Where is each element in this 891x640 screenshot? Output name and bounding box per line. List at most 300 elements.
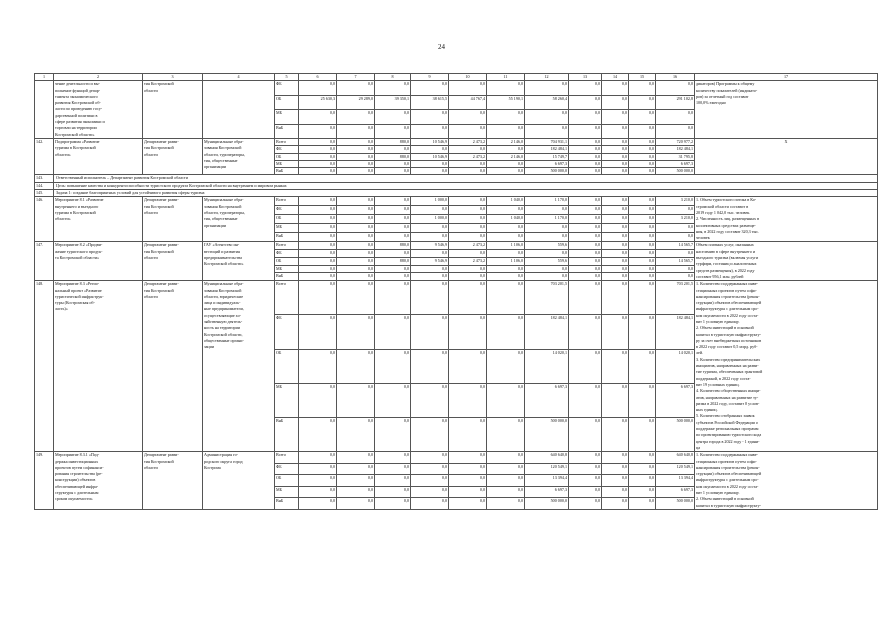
amount-cell: 0,0 (375, 197, 411, 206)
amount-cell: 0,0 (375, 265, 411, 273)
amount-cell: 0,0 (629, 418, 656, 452)
amount-cell: 0,0 (629, 160, 656, 167)
amount-cell: 0,0 (569, 168, 602, 175)
amount-cell: 0,0 (569, 233, 602, 242)
amount-cell: 0,0 (569, 418, 602, 452)
amount-cell: 0,0 (449, 81, 487, 95)
amount-cell: 0,0 (569, 349, 602, 383)
amount-cell: 0,0 (449, 224, 487, 233)
amount-cell: 0,0 (629, 197, 656, 206)
amount-cell: 291 102,8 (656, 95, 695, 109)
amount-cell: 0,0 (299, 273, 337, 281)
amount-cell: 0,0 (411, 349, 449, 383)
section-caption: Ответственный исполнитель – Департамент развития Костромской области (54, 175, 878, 182)
amount-cell: 0,0 (449, 418, 487, 452)
participants (203, 81, 275, 139)
amount-cell: 0,0 (411, 233, 449, 242)
amount-cell: 0,0 (299, 475, 337, 487)
table-row (35, 138, 878, 145)
amount-cell: 0,0 (337, 138, 375, 145)
amount-cell: 1 040,0 (487, 197, 525, 206)
amount-cell: 0,0 (569, 206, 602, 215)
responsible-executor: тия Костромской области (143, 81, 203, 139)
expected-result: Объем платных услуг, оказанных населению в сфере внутреннего и въездного туризма (включая услуги турфирм, гостиниц и аналогичных средств размещения), в 2022 году составит 956,1 млн. рублей (695, 242, 878, 281)
amount-cell: 0,0 (487, 250, 525, 258)
amount-cell: 0,0 (375, 463, 411, 475)
amount-cell: 0,0 (299, 463, 337, 475)
amount-cell: 0,0 (299, 383, 337, 417)
table-header-row (35, 74, 878, 81)
funding-source: МБ (275, 486, 299, 498)
amount-cell: 0,0 (411, 498, 449, 510)
amount-cell: 0,0 (375, 281, 411, 315)
amount-cell: 0,0 (602, 315, 629, 349)
funding-source: МБ (275, 160, 299, 167)
row-number: 145. (35, 190, 54, 197)
amount-cell: 0,0 (375, 273, 411, 281)
amount-cell: 0,0 (602, 486, 629, 498)
amount-cell: 0,0 (569, 273, 602, 281)
activity-name: Мероприятие 8.3 «Регио- нальный проект «Развитие туристической инфраструк- туры (Костромская об- ласть)» (54, 281, 143, 452)
amount-cell: 0,0 (629, 215, 656, 224)
amount-cell: 0,0 (602, 215, 629, 224)
header-cell: 17 (695, 74, 878, 81)
amount-cell: 0,0 (337, 418, 375, 452)
amount-cell: 14 565,7 (656, 257, 695, 265)
amount-cell: 120 549,1 (656, 463, 695, 475)
amount-cell: 0,0 (602, 224, 629, 233)
amount-cell: 0,0 (487, 146, 525, 153)
amount-cell: 0,0 (411, 486, 449, 498)
amount-cell: 0,0 (337, 463, 375, 475)
amount-cell: 0,0 (569, 160, 602, 167)
amount-cell: 0,0 (602, 349, 629, 383)
amount-cell: 182 484,1 (656, 315, 695, 349)
amount-cell: 0,0 (569, 110, 602, 124)
amount-cell: 0,0 (602, 168, 629, 175)
amount-cell: 44 767,4 (449, 95, 487, 109)
amount-cell: 0,0 (299, 138, 337, 145)
amount-cell: 182 484,1 (525, 315, 569, 349)
amount-cell: 0,0 (629, 153, 656, 160)
amount-cell: 0,0 (449, 383, 487, 417)
amount-cell: 0,0 (299, 498, 337, 510)
amount-cell: 0,0 (375, 224, 411, 233)
amount-cell: 0,0 (525, 265, 569, 273)
amount-cell: 182 484,1 (525, 146, 569, 153)
amount-cell: 0,0 (337, 233, 375, 242)
amount-cell: 0,0 (656, 273, 695, 281)
amount-cell: 0,0 (375, 215, 411, 224)
amount-cell: 0,0 (337, 242, 375, 250)
table-row (35, 197, 878, 206)
amount-cell: 0,0 (375, 206, 411, 215)
amount-cell: 0,0 (375, 498, 411, 510)
amount-cell: 0,0 (337, 215, 375, 224)
funding-source: Всего (275, 281, 299, 315)
amount-cell: 880,0 (375, 257, 411, 265)
amount-cell: 0,0 (337, 81, 375, 95)
row-number: 144. (35, 182, 54, 189)
amount-cell: 0,0 (602, 81, 629, 95)
amount-cell: 0,0 (299, 486, 337, 498)
amount-cell: 0,0 (449, 281, 487, 315)
amount-cell: 13 394,4 (525, 475, 569, 487)
expected-result: 1. Объем туристского потока в Ко- стромской области составит в 2019 году 1 042,0 тыс. человек. 2. Численность лиц, размещенных в коллективных средствах размеще- ния, в 2022 году составит 320,3 тыс. человек (695, 197, 878, 242)
amount-cell: 0,0 (299, 168, 337, 175)
amount-cell: 0,0 (569, 250, 602, 258)
header-cell: 8 (375, 74, 411, 81)
amount-cell: 0,0 (449, 265, 487, 273)
amount-cell: 0,0 (629, 383, 656, 417)
funding-source: ОБ (275, 349, 299, 383)
participants: ГАУ «Агентство ин- вестиций и развития предпринимательства Костромской области» (203, 242, 275, 281)
row-number: 143. (35, 175, 54, 182)
amount-cell: 0,0 (449, 110, 487, 124)
amount-cell: 9 546,9 (411, 257, 449, 265)
amount-cell: 0,0 (487, 110, 525, 124)
amount-cell: 0,0 (487, 498, 525, 510)
amount-cell: 0,0 (411, 146, 449, 153)
amount-cell: 6 697,3 (656, 486, 695, 498)
amount-cell: 0,0 (656, 124, 695, 138)
amount-cell: 0,0 (602, 475, 629, 487)
amount-cell: 25 630,3 (299, 95, 337, 109)
amount-cell: 0,0 (449, 146, 487, 153)
amount-cell: 720 977,2 (656, 138, 695, 145)
amount-cell: 0,0 (411, 265, 449, 273)
amount-cell: 0,0 (629, 146, 656, 153)
amount-cell: 0,0 (656, 233, 695, 242)
participants: Муниципальные обра- зования Костромской области, туроператоры, тия, общественные организации (203, 138, 275, 174)
amount-cell: 0,0 (602, 153, 629, 160)
header-cell: 14 (602, 74, 629, 81)
amount-cell: 0,0 (299, 418, 337, 452)
amount-cell: 0,0 (375, 160, 411, 167)
amount-cell: 0,0 (602, 95, 629, 109)
amount-cell: 1 106,0 (487, 257, 525, 265)
amount-cell: 0,0 (411, 124, 449, 138)
amount-cell: 10 546,9 (411, 138, 449, 145)
amount-cell: 0,0 (299, 349, 337, 383)
amount-cell: 0,0 (569, 95, 602, 109)
amount-cell: 13 394,4 (656, 475, 695, 487)
amount-cell: 0,0 (602, 463, 629, 475)
amount-cell: 0,0 (299, 110, 337, 124)
amount-cell: 500 000,0 (525, 168, 569, 175)
header-cell: 16 (656, 74, 695, 81)
amount-cell: 0,0 (629, 206, 656, 215)
funding-source: ОБ (275, 475, 299, 487)
amount-cell: 0,0 (569, 486, 602, 498)
amount-cell: 0,0 (602, 146, 629, 153)
amount-cell: 31 795,8 (656, 153, 695, 160)
amount-cell: 0,0 (411, 383, 449, 417)
amount-cell: 2 146,0 (487, 138, 525, 145)
amount-cell: 2 473,2 (449, 138, 487, 145)
amount-cell: 0,0 (525, 233, 569, 242)
amount-cell: 0,0 (602, 138, 629, 145)
amount-cell: 0,0 (602, 452, 629, 464)
amount-cell: 0,0 (602, 124, 629, 138)
amount-cell: 0,0 (602, 233, 629, 242)
amount-cell: 500 000,0 (525, 498, 569, 510)
amount-cell: 0,0 (299, 215, 337, 224)
amount-cell: 0,0 (449, 463, 487, 475)
row-number: 147. (35, 242, 54, 281)
amount-cell: 880,0 (375, 138, 411, 145)
table-row (35, 242, 878, 250)
activity-name: чение деятельности и вы- полнение функций депар- тамента экономического развития Костромской об- ласти по проведению госу- дарственной политики в сфере развития экономики и торговли на территории Костромской области» (54, 81, 143, 139)
amount-cell: 0,0 (449, 215, 487, 224)
amount-cell: 0,0 (487, 206, 525, 215)
amount-cell: 0,0 (375, 349, 411, 383)
expected-result: 1. Количество поддержанных инве- стиционных проектов путем софи- нансирования строительства (рекон- струкции) объектов обеспечивающей инфраструктуры с длительным сро- ком окупаемости в 2022 году соста- вит 1 условную единицу. 2. Объем инвестиций в основной капитал в туристскую инфраструкту- (695, 452, 878, 510)
amount-cell: 0,0 (299, 153, 337, 160)
amount-cell: 0,0 (487, 168, 525, 175)
amount-cell: 0,0 (487, 418, 525, 452)
amount-cell: 0,0 (656, 206, 695, 215)
amount-cell: 0,0 (299, 315, 337, 349)
activity-name: Подпрограмма «Развитие туризма в Костромской области» (54, 138, 143, 174)
amount-cell: 703 201,5 (656, 281, 695, 315)
amount-cell: 29 289,0 (337, 95, 375, 109)
amount-cell: 0,0 (656, 250, 695, 258)
amount-cell: 0,0 (629, 224, 656, 233)
amount-cell: 0,0 (525, 81, 569, 95)
header-cell: 13 (569, 74, 602, 81)
amount-cell: 0,0 (449, 233, 487, 242)
amount-cell: 2 473,2 (449, 242, 487, 250)
amount-cell: 0,0 (299, 81, 337, 95)
amount-cell: 0,0 (337, 250, 375, 258)
amount-cell: 0,0 (602, 160, 629, 167)
amount-cell: 14 565,7 (656, 242, 695, 250)
amount-cell: 0,0 (602, 273, 629, 281)
amount-cell: 0,0 (487, 160, 525, 167)
amount-cell: 0,0 (629, 250, 656, 258)
responsible-executor: Департамент разви- тия Костромской области (143, 197, 203, 242)
amount-cell: 0,0 (449, 273, 487, 281)
amount-cell: 0,0 (487, 224, 525, 233)
header-cell: 15 (629, 74, 656, 81)
funding-source: ВнБ (275, 168, 299, 175)
section-caption: Цель: повышение качества и конкурентоспособности туристского продукта Костромской области на внутреннем и мировом рынках (54, 182, 878, 189)
amount-cell: 500 000,0 (656, 418, 695, 452)
header-cell: 12 (525, 74, 569, 81)
amount-cell: 0,0 (299, 250, 337, 258)
amount-cell: 0,0 (299, 197, 337, 206)
amount-cell: 6 697,3 (525, 383, 569, 417)
amount-cell: 0,0 (602, 418, 629, 452)
amount-cell: 0,0 (337, 273, 375, 281)
amount-cell: 2 146,0 (487, 153, 525, 160)
amount-cell: 0,0 (569, 124, 602, 138)
amount-cell: 640 640,8 (656, 452, 695, 464)
amount-cell: 0,0 (375, 383, 411, 417)
amount-cell: 0,0 (487, 281, 525, 315)
amount-cell: 0,0 (337, 153, 375, 160)
table-row (35, 81, 878, 95)
header-cell: 9 (411, 74, 449, 81)
amount-cell: 1 040,0 (487, 215, 525, 224)
amount-cell: 0,0 (449, 160, 487, 167)
amount-cell: 0,0 (487, 349, 525, 383)
amount-cell: 9 546,9 (411, 242, 449, 250)
amount-cell: 0,0 (411, 273, 449, 281)
amount-cell: 15 749,7 (525, 153, 569, 160)
funding-source: ФБ (275, 81, 299, 95)
amount-cell: 0,0 (449, 315, 487, 349)
amount-cell: 0,0 (629, 124, 656, 138)
amount-cell: 0,0 (487, 265, 525, 273)
amount-cell: 0,0 (525, 110, 569, 124)
amount-cell: 0,0 (411, 452, 449, 464)
activity-name: Мероприятие 8.3.1 «Под- держка инвестиционных проектов путем софинанси- рования строительства (ре- конструкции) объектов обеспечивающей инфра- структуры с длительным сроком окупаемости» (54, 452, 143, 510)
funding-source: ФБ (275, 250, 299, 258)
amount-cell: 0,0 (629, 138, 656, 145)
amount-cell: 0,0 (337, 383, 375, 417)
funding-source: Всего (275, 197, 299, 206)
amount-cell: 120 549,1 (525, 463, 569, 475)
amount-cell: 0,0 (337, 160, 375, 167)
amount-cell: 0,0 (337, 315, 375, 349)
amount-cell: 0,0 (449, 452, 487, 464)
amount-cell: 0,0 (569, 452, 602, 464)
amount-cell: 0,0 (629, 257, 656, 265)
funding-source: ФБ (275, 146, 299, 153)
amount-cell: 0,0 (525, 273, 569, 281)
amount-cell: 0,0 (449, 475, 487, 487)
amount-cell: 0,0 (337, 124, 375, 138)
amount-cell: 0,0 (337, 265, 375, 273)
amount-cell: 0,0 (375, 110, 411, 124)
amount-cell: 0,0 (299, 206, 337, 215)
amount-cell: 703 201,5 (525, 281, 569, 315)
amount-cell: 0,0 (602, 250, 629, 258)
amount-cell: 0,0 (569, 257, 602, 265)
amount-cell: 6 697,3 (656, 160, 695, 167)
amount-cell: 0,0 (375, 168, 411, 175)
table-row (35, 452, 878, 464)
budget-table (34, 73, 878, 510)
amount-cell: 2 473,2 (449, 153, 487, 160)
amount-cell: 0,0 (569, 463, 602, 475)
amount-cell: 500 000,0 (656, 498, 695, 510)
header-cell: 2 (54, 74, 143, 81)
row-number (35, 81, 54, 139)
amount-cell: 0,0 (629, 110, 656, 124)
amount-cell: 0,0 (656, 224, 695, 233)
amount-cell: 1 170,0 (525, 197, 569, 206)
amount-cell: 3 210,0 (656, 215, 695, 224)
funding-source: Всего (275, 242, 299, 250)
amount-cell: 2 473,2 (449, 257, 487, 265)
amount-cell: 0,0 (375, 233, 411, 242)
section-caption: Задача 1: создание благоприятных условий для устойчивого развития сферы туризма (54, 190, 878, 197)
amount-cell: 0,0 (375, 315, 411, 349)
amount-cell: 0,0 (569, 475, 602, 487)
amount-cell: 0,0 (375, 475, 411, 487)
amount-cell: 0,0 (411, 224, 449, 233)
amount-cell: 0,0 (337, 452, 375, 464)
amount-cell: 0,0 (337, 486, 375, 498)
amount-cell: 0,0 (569, 138, 602, 145)
amount-cell: 0,0 (487, 383, 525, 417)
amount-cell: 0,0 (629, 281, 656, 315)
amount-cell: 0,0 (375, 486, 411, 498)
amount-cell: 0,0 (375, 81, 411, 95)
expected-result: X (695, 138, 878, 174)
amount-cell: 500 000,0 (525, 418, 569, 452)
amount-cell: 0,0 (337, 206, 375, 215)
amount-cell: 500 000,0 (656, 168, 695, 175)
funding-source: ВнБ (275, 233, 299, 242)
funding-source: МБ (275, 110, 299, 124)
amount-cell: 0,0 (299, 265, 337, 273)
amount-cell: 0,0 (569, 265, 602, 273)
amount-cell: 0,0 (299, 257, 337, 265)
amount-cell: 0,0 (569, 215, 602, 224)
amount-cell: 6 697,3 (525, 486, 569, 498)
amount-cell: 0,0 (629, 95, 656, 109)
amount-cell: 704 931,1 (525, 138, 569, 145)
amount-cell: 0,0 (449, 498, 487, 510)
amount-cell: 0,0 (629, 242, 656, 250)
amount-cell: 3 210,0 (656, 197, 695, 206)
amount-cell: 0,0 (411, 463, 449, 475)
amount-cell: 0,0 (487, 273, 525, 281)
amount-cell: 0,0 (299, 224, 337, 233)
amount-cell: 1 000,0 (411, 215, 449, 224)
amount-cell: 0,0 (299, 281, 337, 315)
responsible-executor: Департамент разви- тия Костромской области (143, 138, 203, 174)
amount-cell: 0,0 (411, 315, 449, 349)
funding-source: ФБ (275, 463, 299, 475)
row-number: 148. (35, 281, 54, 452)
funding-source: ВнБ (275, 124, 299, 138)
amount-cell: 0,0 (487, 124, 525, 138)
amount-cell: 0,0 (337, 110, 375, 124)
amount-cell: 0,0 (569, 224, 602, 233)
responsible-executor: Департамент разви- тия Костромской области (143, 452, 203, 510)
amount-cell: 0,0 (337, 168, 375, 175)
funding-source: ФБ (275, 206, 299, 215)
amount-cell: 1 106,0 (487, 242, 525, 250)
amount-cell: 1 170,0 (525, 215, 569, 224)
amount-cell: 0,0 (629, 452, 656, 464)
activity-name: Мероприятие 8.1 «Развитие внутреннего и въездного туризма в Костромской области» (54, 197, 143, 242)
funding-source: МБ (275, 383, 299, 417)
amount-cell: 559,6 (525, 242, 569, 250)
amount-cell: 0,0 (487, 233, 525, 242)
amount-cell: 39 350,1 (375, 95, 411, 109)
amount-cell: 0,0 (487, 452, 525, 464)
amount-cell: 0,0 (449, 349, 487, 383)
amount-cell: 0,0 (299, 452, 337, 464)
amount-cell: 0,0 (629, 273, 656, 281)
expected-result: 1. Количество поддержанных инве- стиционных проектов путем софи- нансирования строительства (рекон- струкции) объектов обеспечивающей инфраструктуры с длительным сро- ком окупаемости в 2022 году соста- вит 1 условную единицу. 2. Объем инвестиций в основной капитал в туристскую инфраструкту- ру за счет внебюджетных источников в 2022 году составит 0,5 млрд. руб- лей. 3. Количество предпринимательских инициатив, направленных на разви- тие туризма, обеспеченных грантовой поддержкой, в 2022 году соста- вит 19 условных единиц. 4. Количество общественных иници- атив, направленных на развитие ту- ризма в 2022 году, составит 0 услов- ных единиц. 5. Количество отобранных заявок субъектов Российской Федерации о поддержке региональных программ по проектированию туристского кода центра города в 2022 году - 1 едини- ца (695, 281, 878, 452)
page-number: 24 (438, 43, 445, 51)
amount-cell: 0,0 (337, 257, 375, 265)
funding-source: ОБ (275, 153, 299, 160)
amount-cell: 0,0 (602, 242, 629, 250)
amount-cell: 0,0 (629, 475, 656, 487)
amount-cell: 0,0 (375, 452, 411, 464)
amount-cell: 0,0 (375, 250, 411, 258)
header-cell: 5 (275, 74, 299, 81)
participants: Муниципальные обра- зования Костромской области, туроператоры, тия, общественные организации (203, 197, 275, 242)
